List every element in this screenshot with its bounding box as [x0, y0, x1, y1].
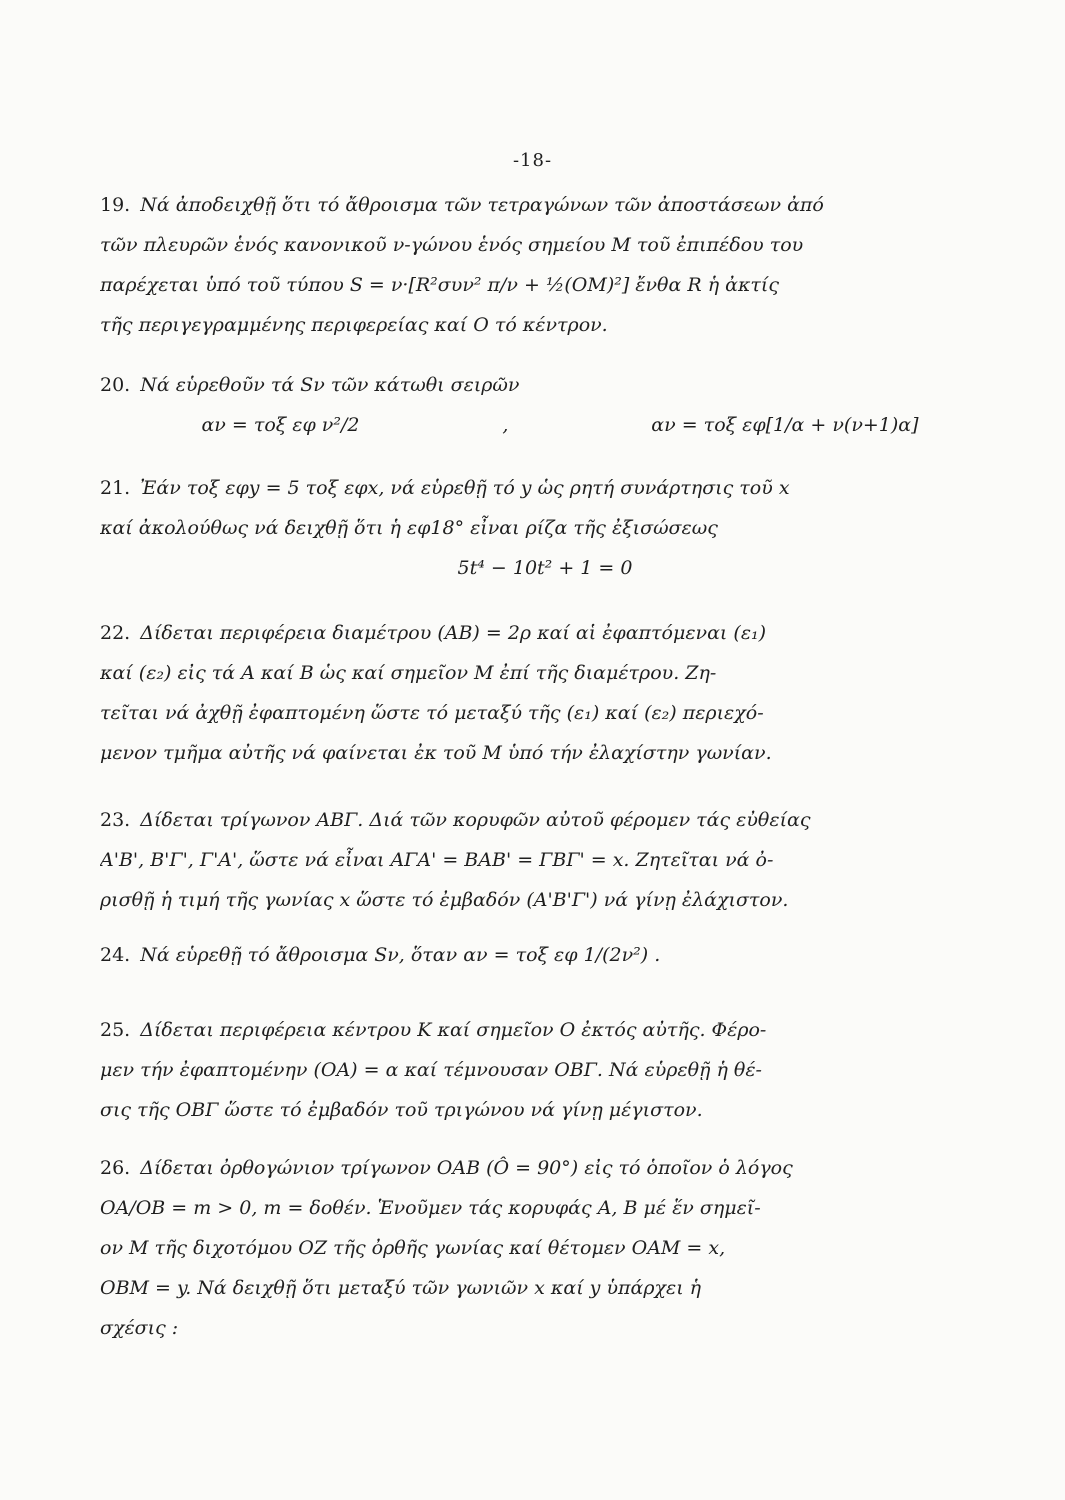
problem-21 [100, 468, 990, 588]
page-number: -18- [512, 150, 553, 171]
problem-number: 19. [100, 194, 131, 216]
problem-line [100, 185, 990, 225]
problem-text: Δίδεται περιφέρεια διαμέτρου (ΑΒ) = 2ρ καί αἱ ἐφαπτόμεναι (ε₁) [140, 622, 767, 644]
problem-number: 20. [100, 374, 131, 396]
problem-line: καί ἀκολούθως νά δειχθῇ ὅτι ἡ εφ18° εἶναι ρίζα τῆς ἐξισώσεως [100, 517, 718, 539]
problem-26 [100, 1148, 990, 1348]
problem-line: ρισθῇ ἡ τιμή τῆς γωνίας x ὥστε τό ἐμβαδόν (Α'Β'Γ') νά γίνῃ ἐλάχιστον. [100, 889, 789, 911]
problem-line: τῆς περιγεγραμμένης περιφερείας καί Ο τό κέντρον. [100, 314, 608, 336]
problem-line: ΟΑ/ΟΒ = m > 0, m = δοθέν. Ἑνοῦμεν τάς κορυφάς Α, Β μέ ἕν σημεῖ- [100, 1197, 761, 1219]
formula-separator: , [502, 414, 509, 436]
problem-text: Δίδεται ὀρθογώνιον τρίγωνον ΟΑΒ (Ô = 90°) εἰς τό ὁποῖον ὁ λόγος [140, 1157, 793, 1179]
problem-line: καί (ε₂) εἰς τά Α καί Β ὡς καί σημεῖον Μ ἐπί τῆς διαμέτρου. Ζη- [100, 662, 717, 684]
problem-22 [100, 613, 990, 773]
problem-24 [100, 935, 990, 975]
problem-20 [100, 365, 990, 445]
problem-line: σις τῆς ΟΒΓ ὥστε τό ἐμβαδόν τοῦ τριγώνου νά γίνῃ μέγιστον. [100, 1099, 703, 1121]
problem-line: Α'Β', Β'Γ', Γ'Α', ὥστε νά εἶναι ΑΓΑ' = ΒΑΒ' = ΓΒΓ' = x. Ζητεῖται νά ὀ- [100, 849, 774, 871]
problem-text: Νά εὑρεθοῦν τά Sν τῶν κάτωθι σειρῶν [140, 374, 520, 396]
formula-left: αν = τοξ εφ ν²/2 [201, 414, 360, 436]
problem-line: ον Μ τῆς διχοτόμου ΟΖ τῆς ὀρθῆς γωνίας καί θέτομεν ΟΑΜ = x, [100, 1237, 726, 1259]
equation: 5t⁴ − 10t² + 1 = 0 [457, 557, 633, 579]
problem-text: Δίδεται τρίγωνον ΑΒΓ. Διά τῶν κορυφῶν αὐτοῦ φέρομεν τάς εὐθείας [140, 809, 811, 831]
formula-right: αν = τοξ εφ[1/α + ν(ν+1)α] [651, 414, 919, 436]
problem-line [100, 365, 990, 405]
problem-number: 22. [100, 622, 131, 644]
problem-text: Νά εὑρεθῇ τό ἄθροισμα Sν, ὅταν αν = τοξ εφ 1/(2ν²) . [140, 944, 661, 966]
problem-line [100, 613, 990, 653]
problem-23 [100, 800, 990, 920]
problem-text: Νά ἀποδειχθῇ ὅτι τό ἄθροισμα τῶν τετραγώνων τῶν ἀποστάσεων ἀπό [140, 194, 824, 216]
problem-line: ΟΒΜ = y. Νά δειχθῇ ὅτι μεταξύ τῶν γωνιῶν x καί y ὑπάρχει ἡ [100, 1277, 702, 1299]
problem-line [100, 935, 990, 975]
problem-line [100, 800, 990, 840]
problem-number: 21. [100, 477, 131, 499]
problem-line: τῶν πλευρῶν ἑνός κανονικοῦ ν-γώνου ἑνός σημείου Μ τοῦ ἐπιπέδου του [100, 234, 804, 256]
problem-number: 24. [100, 944, 131, 966]
problem-text: Δίδεται περιφέρεια κέντρου Κ καί σημεῖον Ο ἐκτός αὐτῆς. Φέρο- [140, 1019, 767, 1041]
problem-number: 25. [100, 1019, 131, 1041]
problem-line [100, 1148, 990, 1188]
problem-19 [100, 185, 990, 345]
problem-line: μενον τμῆμα αὐτῆς νά φαίνεται ἐκ τοῦ Μ ὑπό τήν ἐλαχίστην γωνίαν. [100, 742, 772, 764]
problem-line: παρέχεται ὑπό τοῦ τύπου S = ν·[R²συν² π/ν + ½(ΟΜ)²] ἔνθα R ἡ ἀκτίς [100, 274, 780, 296]
problem-line: μεν τήν ἐφαπτομένην (ΟΑ) = α καί τέμνουσαν ΟΒΓ. Νά εὑρεθῇ ἡ θέ- [100, 1059, 762, 1081]
problem-line: τεῖται νά ἀχθῇ ἐφαπτομένη ὥστε τό μεταξύ τῆς (ε₁) καί (ε₂) περιεχό- [100, 702, 764, 724]
problem-number: 26. [100, 1157, 131, 1179]
problem-line [100, 1010, 990, 1050]
problem-text: Ἐάν τοξ εφy = 5 τοξ εφx, νά εὑρεθῇ τό y ὡς ρητή συνάρτησις τοῦ x [140, 477, 790, 499]
problem-line: σχέσις : [100, 1317, 179, 1339]
problem-number: 23. [100, 809, 131, 831]
formula-row [100, 405, 990, 445]
problem-25 [100, 1010, 990, 1130]
problem-line [100, 468, 990, 508]
